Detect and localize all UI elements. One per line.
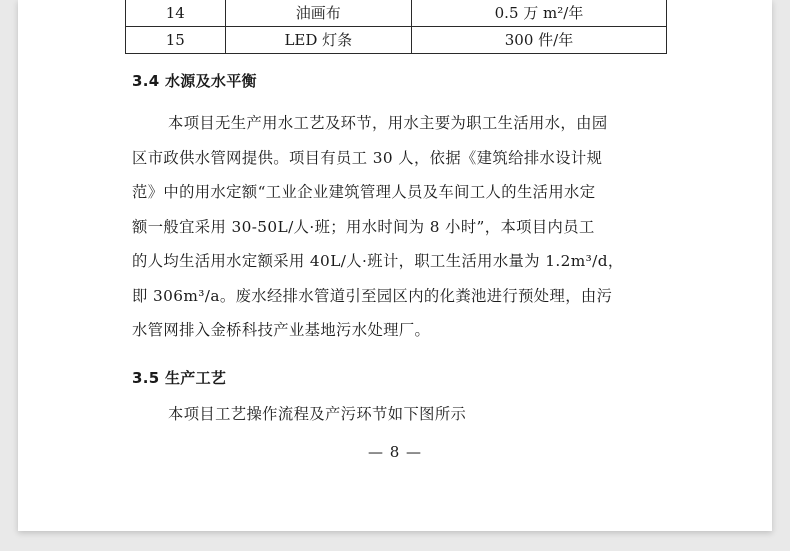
table-cell-capacity: 300 件/年: [411, 27, 666, 54]
water-paragraph: [132, 106, 668, 348]
table-cell-name: 油画布: [225, 0, 411, 27]
table-cell-no: 14: [126, 0, 226, 27]
table-row: [126, 27, 667, 54]
paragraph-line: 的人均生活用水定额采用 40L/人·班计，职工生活用水量为 1.2m³/d，: [132, 252, 624, 270]
table-cell-no: 15: [126, 27, 226, 54]
table-row: [126, 0, 667, 27]
section-heading-water: 3.4 水源及水平衡: [132, 72, 257, 90]
document-page: [18, 0, 772, 531]
table-cell-capacity: 0.5 万 m²/年: [411, 0, 666, 27]
paragraph-line: 额一般宜采用 30-50L/人·班；用水时间为 8 小时”，本项目内员工: [132, 217, 595, 236]
page-number: — 8 —: [367, 443, 423, 461]
paragraph-line: 即 306m³/a。废水经排水管道引至园区内的化粪池进行预处理，由污: [132, 286, 613, 305]
section-heading-process: 3.5 生产工艺: [132, 369, 227, 387]
paragraph-line: 本项目无生产用水工艺及环节，用水主要为职工生活用水，由园: [168, 114, 608, 132]
process-intro-text: 本项目工艺操作流程及产污环节如下图所示: [168, 405, 467, 423]
paragraph-line: 水管网排入金桥科技产业基地污水处理厂。: [132, 321, 431, 339]
table-cell-name: LED 灯条: [225, 27, 411, 54]
paragraph-line: 范》中的用水定额“工业企业建筑管理人员及车间工人的生活用水定: [132, 183, 596, 201]
paragraph-line: 区市政供水管网提供。项目有员工 30 人，依据《建筑给排水设计规: [132, 148, 603, 167]
production-table: [125, 0, 667, 54]
